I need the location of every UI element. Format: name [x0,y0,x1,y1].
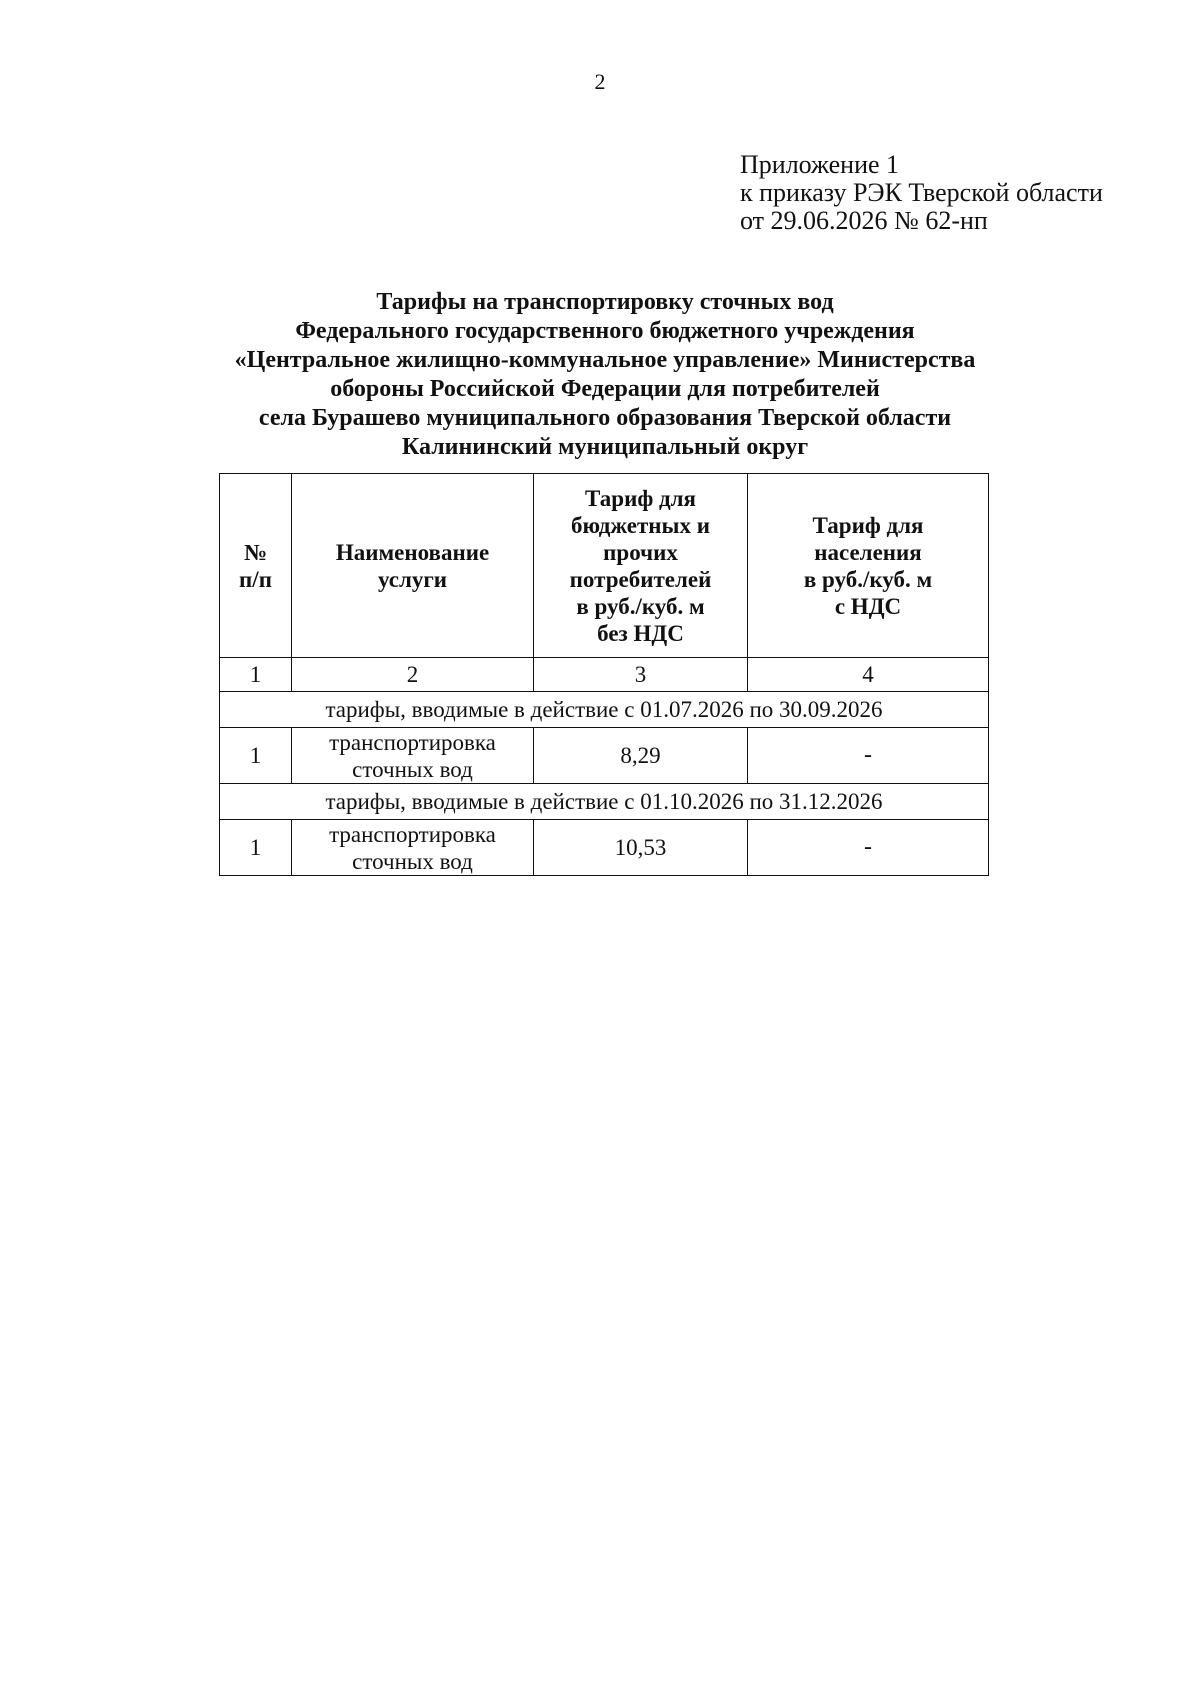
table-header-row [220,474,989,658]
header-tariff-budget: Тариф для бюджетных и прочих потребителей в руб./куб. м без НДС [534,474,748,658]
tariff-budget-value: 10,53 [534,820,748,876]
period-row [220,692,989,728]
period-label: тарифы, вводимые в действие с 01.07.2026 по 30.09.2026 [220,692,989,728]
title-line: Федерального государственного бюджетного учреждения [295,318,915,344]
tariff-population-value: - [748,728,989,784]
period-label: тарифы, вводимые в действие с 01.10.2026 по 31.12.2026 [220,784,989,820]
tariffs-table [219,473,989,876]
table-row [220,728,989,784]
column-number: 4 [748,658,989,692]
title-line: «Центральное жилищно-коммунальное управление» Министерства [234,347,976,373]
service-name: транспортировка сточных вод [292,820,534,876]
service-name: транспортировка сточных вод [292,728,534,784]
document-title [150,288,1060,462]
header-service-name: Наименование услуги [292,474,534,658]
page-number: 2 [594,69,606,94]
appendix-line: к приказу РЭК Тверской области [740,178,1103,207]
appendix-note [740,151,1103,235]
appendix-line: Приложение 1 [740,150,900,179]
tariff-budget-value: 8,29 [534,728,748,784]
title-line: Калининский муниципальный округ [401,434,809,460]
title-line: Тарифы на транспортировку сточных вод [376,289,834,315]
title-line: села Бурашево муниципального образования Тверской области [258,405,952,431]
column-number: 3 [534,658,748,692]
header-number: № п/п [220,474,292,658]
appendix-line: от 29.06.2026 № 62-нп [740,206,988,235]
period-row [220,784,989,820]
column-number: 2 [292,658,534,692]
title-line: обороны Российской Федерации для потребителей [330,376,880,402]
column-number-row [220,658,989,692]
header-tariff-population: Тариф для населения в руб./куб. м с НДС [748,474,989,658]
tariff-population-value: - [748,820,989,876]
column-number: 1 [220,658,292,692]
table-row [220,820,989,876]
row-number: 1 [220,728,292,784]
row-number: 1 [220,820,292,876]
